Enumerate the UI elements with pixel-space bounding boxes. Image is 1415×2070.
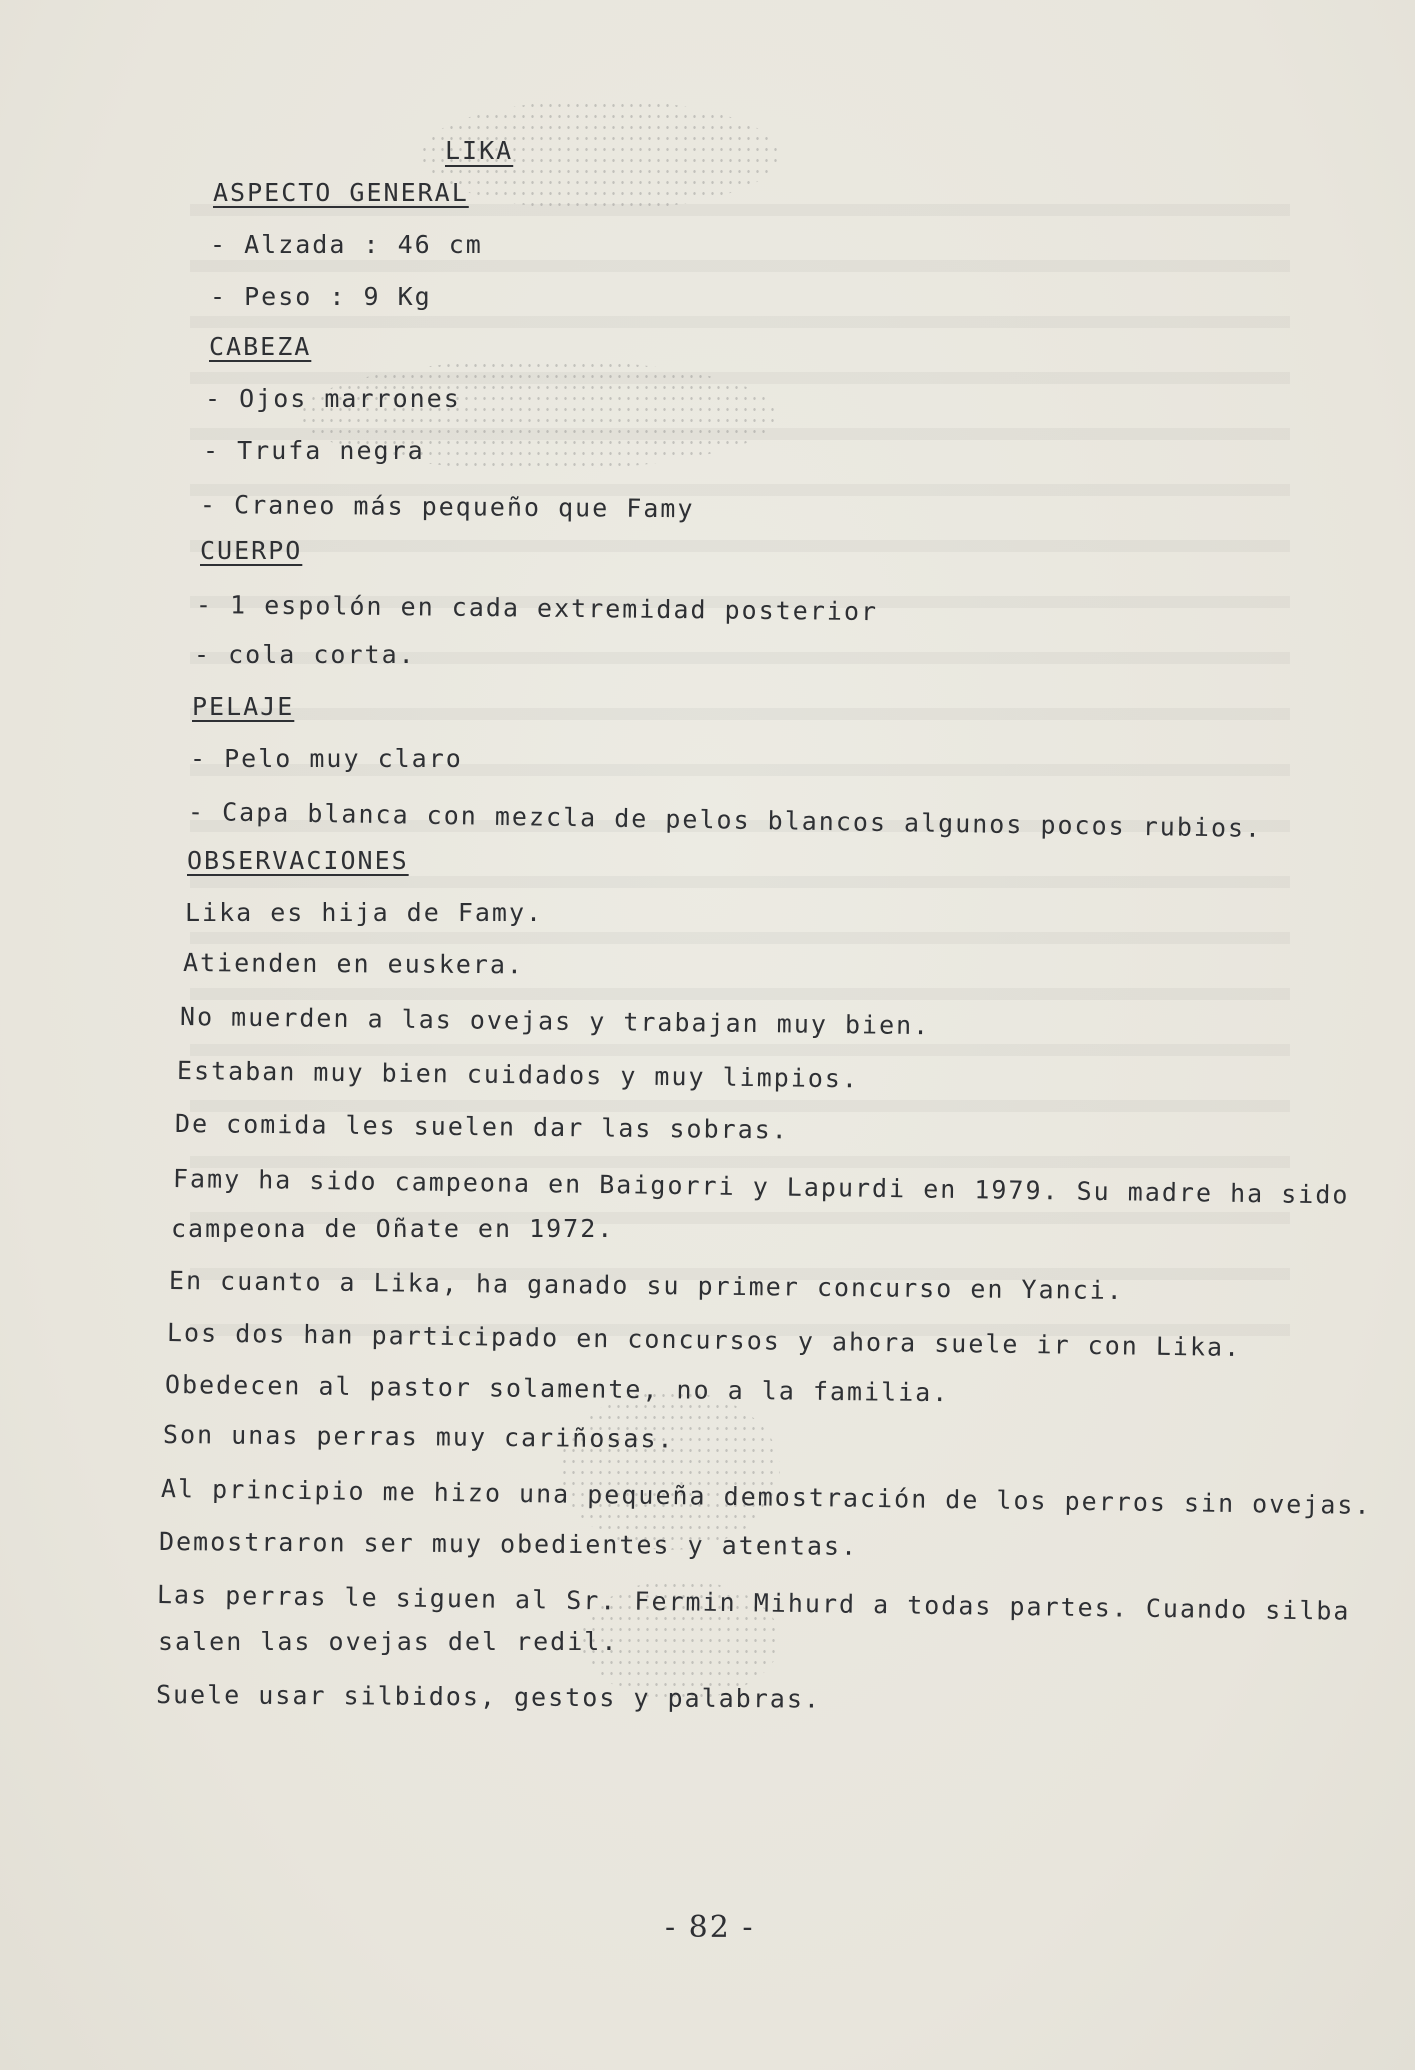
section-heading-cuerpo: CUERPO bbox=[200, 536, 303, 565]
section-heading-pelaje: PELAJE bbox=[192, 692, 295, 721]
list-item: - Pelo muy claro bbox=[190, 744, 463, 773]
text-line: En cuanto a Lika, ha ganado su primer concurso en Yanci. bbox=[168, 1266, 1124, 1305]
text-line: campeona de Oñate en 1972. bbox=[171, 1214, 615, 1243]
list-item: - Craneo más pequeño que Famy bbox=[199, 490, 695, 524]
document-title: LIKA bbox=[445, 136, 514, 165]
list-item: - Alzada : 46 cm bbox=[210, 230, 483, 259]
text-line: Atienden en euskera. bbox=[182, 948, 525, 980]
section-heading-cabeza: CABEZA bbox=[209, 332, 312, 361]
section-heading-observaciones: OBSERVACIONES bbox=[187, 846, 409, 875]
text-line: Famy ha sido campeona en Baigorri y Lapurdi en 1979. Su madre ha sido bbox=[172, 1164, 1350, 1210]
text-line: Demostraron ser muy obedientes y atentas. bbox=[158, 1527, 859, 1561]
list-item: - Peso : 9 Kg bbox=[210, 282, 432, 311]
text-line: Estaban muy bien cuidados y muy limpios. bbox=[176, 1056, 860, 1094]
toner-speckle bbox=[560, 1390, 780, 1550]
list-item: - 1 espolón en cada extremidad posterior bbox=[195, 590, 879, 627]
text-line: Obedecen al pastor solamente, no a la familia. bbox=[164, 1370, 950, 1408]
text-line: Suele usar silbidos, gestos y palabras. bbox=[155, 1680, 822, 1714]
text-line: Los dos han participado en concursos y ahora suele ir con Lika. bbox=[166, 1318, 1242, 1362]
text-line: Lika es hija de Famy. bbox=[185, 898, 544, 927]
text-line: Las perras le siguen al Sr. Fermin Mihurd a todas partes. Cuando silba bbox=[156, 1580, 1351, 1626]
text-line: No muerden a las ovejas y trabajan muy bien. bbox=[179, 1002, 931, 1041]
section-heading-aspecto-general: ASPECTO GENERAL bbox=[213, 178, 469, 207]
list-item: - Capa blanca con mezcla de pelos blancos algunos pocos rubios. bbox=[187, 797, 1263, 843]
text-line: Al principio me hizo una pequeña demostración de los perros sin ovejas. bbox=[160, 1474, 1372, 1520]
list-item: - Trufa negra bbox=[203, 436, 425, 465]
text-line: salen las ovejas del redil. bbox=[158, 1627, 619, 1656]
list-item: - Ojos marrones bbox=[205, 384, 461, 413]
text-line: De comida les suelen dar las sobras. bbox=[174, 1109, 789, 1145]
text-line: Son unas perras muy cariñosas. bbox=[162, 1420, 675, 1454]
list-item: - cola corta. bbox=[194, 640, 416, 669]
page-number: - 82 - bbox=[665, 1910, 755, 1945]
